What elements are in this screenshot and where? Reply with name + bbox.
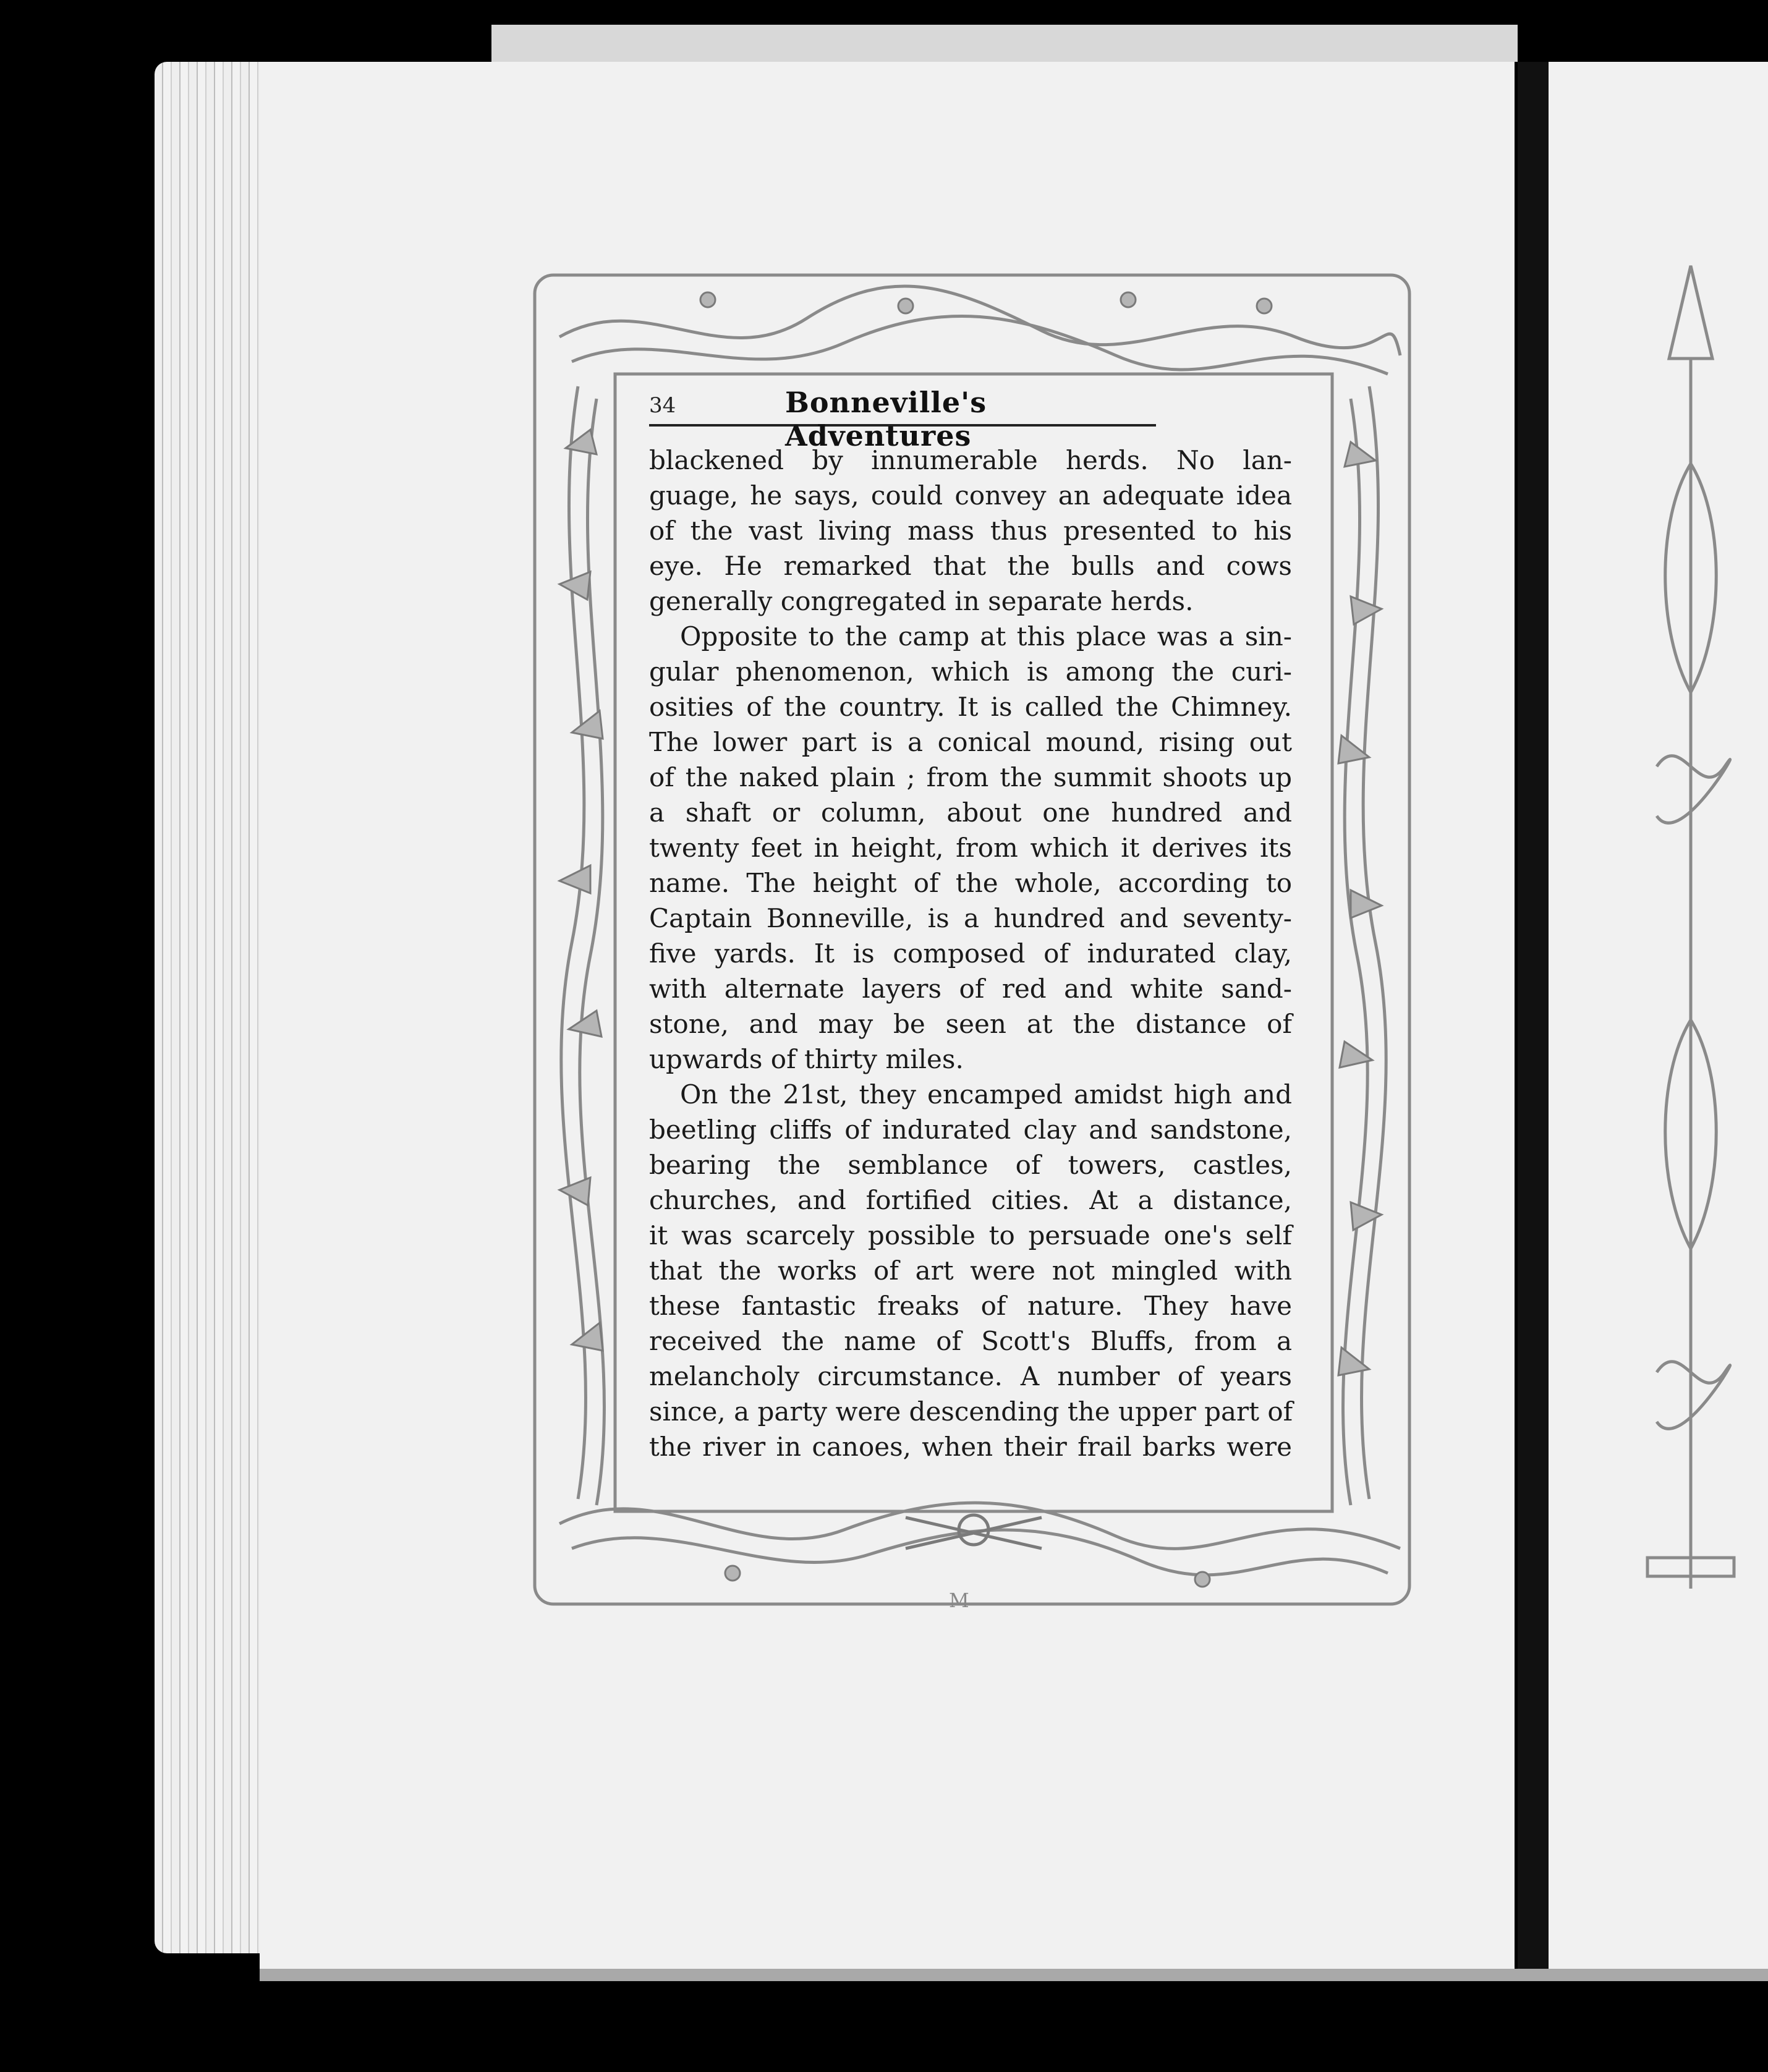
body-text [649, 443, 1292, 1464]
book-top-edge [491, 25, 1518, 62]
text-line: bearing the semblance of towers, castles, [649, 1150, 1292, 1180]
page-number: 34 [649, 393, 676, 418]
text-line: that the works of art were not mingled with [649, 1255, 1292, 1286]
text-line: received the name of Scott's Bluffs, from a [649, 1326, 1292, 1356]
text-line: of the naked plain ; from the summit shoots up [649, 762, 1292, 792]
book-bottom-edge [260, 1969, 1768, 1981]
text-line: a shaft or column, about one hundred and [649, 797, 1292, 828]
text-line: gular phenomenon, which is among the curi- [649, 656, 1292, 687]
text-line: with alternate layers of red and white sand- [649, 974, 1292, 1004]
paragraph [649, 443, 1292, 619]
arrow-fish-ornament [1644, 260, 1768, 1601]
text-line: On the 21st, they encamped amidst high and [680, 1079, 1292, 1110]
text-line: of the vast living mass thus presented to his [649, 516, 1292, 546]
text-line: churches, and fortified cities. At a distance, [649, 1185, 1292, 1215]
text-line: The lower part is a conical mound, rising out [649, 727, 1292, 757]
text-line: it was scarcely possible to persuade one's self [649, 1220, 1292, 1250]
text-line: twenty feet in height, from which it derives its [649, 833, 1292, 863]
text-line: the river in canoes, when their frail barks were [649, 1432, 1292, 1462]
artist-monogram: M [949, 1589, 969, 1612]
text-line: these fantastic freaks of nature. They have [649, 1291, 1292, 1321]
text-line: Opposite to the camp at this place was a sin- [680, 621, 1292, 652]
text-line: melancholy circumstance. A number of years [649, 1361, 1292, 1391]
text-line: upwards of thirty miles. [649, 1044, 964, 1074]
text-line: Captain Bonneville, is a hundred and seventy- [649, 903, 1292, 933]
text-line: guage, he says, could convey an adequate idea [649, 480, 1292, 511]
page-edges [155, 62, 266, 1953]
text-line: eye. He remarked that the bulls and cows [649, 551, 1292, 581]
paragraph [649, 1077, 1292, 1464]
running-title: Bonneville's Adventures [785, 386, 987, 452]
running-head [649, 381, 1156, 452]
text-line: five yards. It is composed of indurated clay, [649, 938, 1292, 969]
text-line: name. The height of the whole, according to [649, 868, 1292, 898]
text-line: blackened by innumerable herds. No lan- [649, 445, 1292, 475]
text-line: since, a party were descending the upper part of [649, 1396, 1293, 1427]
paragraph [649, 619, 1292, 1077]
text-line: beetling cliffs of indurated clay and sandstone, [649, 1115, 1292, 1145]
text-line: generally congregated in separate herds. [649, 586, 1194, 616]
text-line: osities of the country. It is called the Chimney. [649, 692, 1292, 722]
book-gutter [1518, 62, 1549, 1972]
text-line: stone, and may be seen at the distance of [649, 1009, 1292, 1039]
